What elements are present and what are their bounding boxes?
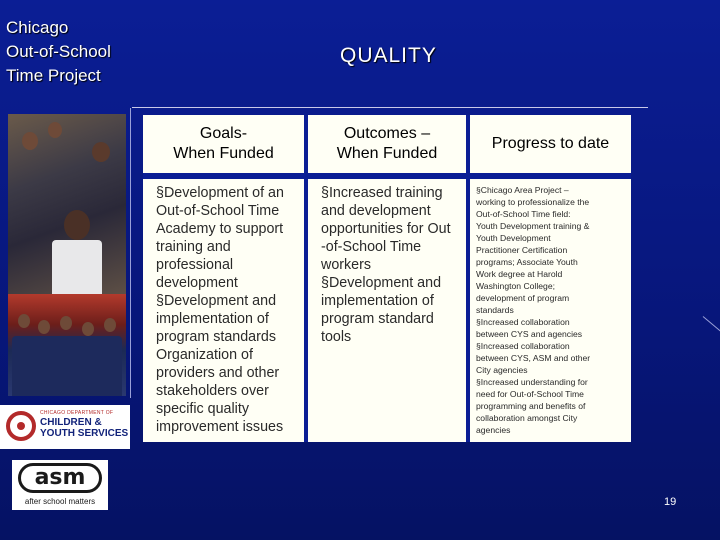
progress-cell — [470, 179, 631, 442]
list-line: Practitioner Certification — [476, 245, 568, 255]
list-line: and development — [321, 203, 431, 219]
slide-title: QUALITY — [340, 44, 437, 67]
header-progress-line: Progress to date — [491, 135, 610, 152]
list-line: workers — [321, 257, 372, 273]
asm-tagline: after school matters — [24, 497, 96, 506]
list-line: tools — [321, 329, 352, 345]
list-line: program standard — [321, 311, 434, 327]
list-line: Washington College; — [476, 281, 555, 291]
table-header-row — [143, 115, 631, 179]
project-title-line: Out-of-School — [6, 42, 111, 61]
list-line: professional — [156, 257, 234, 273]
cys-name-label — [40, 417, 128, 439]
left-divider — [130, 108, 131, 398]
list-line: §Increased collaboration — [476, 341, 570, 351]
list-line: standards — [476, 305, 514, 315]
list-line: development of program — [476, 293, 570, 303]
asm-logo — [12, 460, 108, 510]
cys-name-line: YOUTH SERVICES — [40, 428, 129, 439]
list-line: Academy to support — [156, 221, 284, 237]
decorative-line — [703, 316, 720, 332]
list-line: §Chicago Area Project – — [476, 185, 569, 195]
list-line: programming and benefits of — [476, 401, 586, 411]
header-goals-line: When Funded — [173, 145, 274, 162]
list-line: need for Out-of-School Time — [476, 389, 584, 399]
asm-mark: asm — [18, 463, 102, 493]
list-line: implementation of — [321, 293, 434, 309]
header-outcomes-line: When Funded — [336, 145, 438, 162]
header-cell-progress — [470, 115, 631, 179]
goals-list — [143, 179, 304, 442]
progress-list — [470, 179, 631, 442]
title-divider — [132, 107, 648, 108]
list-line: Youth Development — [476, 233, 551, 243]
list-line: development — [156, 275, 238, 291]
list-line: agencies — [476, 425, 511, 435]
list-line: Out-of-School Time field: — [476, 209, 571, 219]
cys-seal-icon — [6, 411, 36, 441]
list-line: §Development of an — [156, 185, 284, 201]
list-line: -of-School Time — [321, 239, 422, 255]
list-line: opportunities for Out — [321, 221, 451, 237]
list-line: specific quality — [156, 401, 249, 417]
list-line: collaboration amongst City — [476, 413, 578, 423]
cys-dept-label: CHICAGO DEPARTMENT OF — [40, 410, 114, 416]
list-line: §Increased understanding for — [476, 377, 588, 387]
list-line: between CYS, ASM and other — [476, 353, 591, 363]
list-line: Work degree at Harold — [476, 269, 563, 279]
outcomes-list — [308, 179, 466, 352]
list-line: implementation of — [156, 311, 269, 327]
list-line: stakeholders over — [156, 383, 269, 399]
list-line: improvement issues — [156, 419, 284, 435]
header-cell-outcomes — [308, 115, 470, 179]
list-line: Organization of — [156, 347, 253, 363]
list-line: §Increased training — [321, 185, 443, 201]
table-body-row — [143, 179, 631, 442]
list-line: Youth Development training & — [476, 221, 590, 231]
page-number: 19 — [664, 496, 677, 508]
header-cell-goals — [143, 115, 308, 179]
quality-table — [143, 115, 631, 442]
project-title-line: Chicago — [6, 18, 69, 37]
cys-name-line: CHILDREN & — [40, 417, 102, 428]
list-line: training and — [156, 239, 231, 255]
outcomes-cell — [308, 179, 470, 442]
cys-logo — [0, 405, 130, 449]
list-line: §Increased collaboration — [476, 317, 570, 327]
project-title-line: Time Project — [6, 66, 101, 85]
header-outcomes-line: Outcomes – — [343, 125, 431, 142]
list-line: §Development and — [156, 293, 277, 309]
list-line: program standards — [156, 329, 276, 345]
list-line: §Development and — [321, 275, 442, 291]
list-line: Out-of-School Time — [156, 203, 280, 219]
youth-photo-collage — [8, 114, 126, 396]
header-goals-line: Goals- — [199, 125, 248, 142]
list-line: between CYS and agencies — [476, 329, 583, 339]
list-line: programs; Associate Youth — [476, 257, 578, 267]
list-line: City agencies — [476, 365, 528, 375]
goals-cell — [143, 179, 308, 442]
project-title — [6, 16, 111, 88]
list-line: working to professionalize the — [476, 197, 590, 207]
list-line: providers and other — [156, 365, 280, 381]
